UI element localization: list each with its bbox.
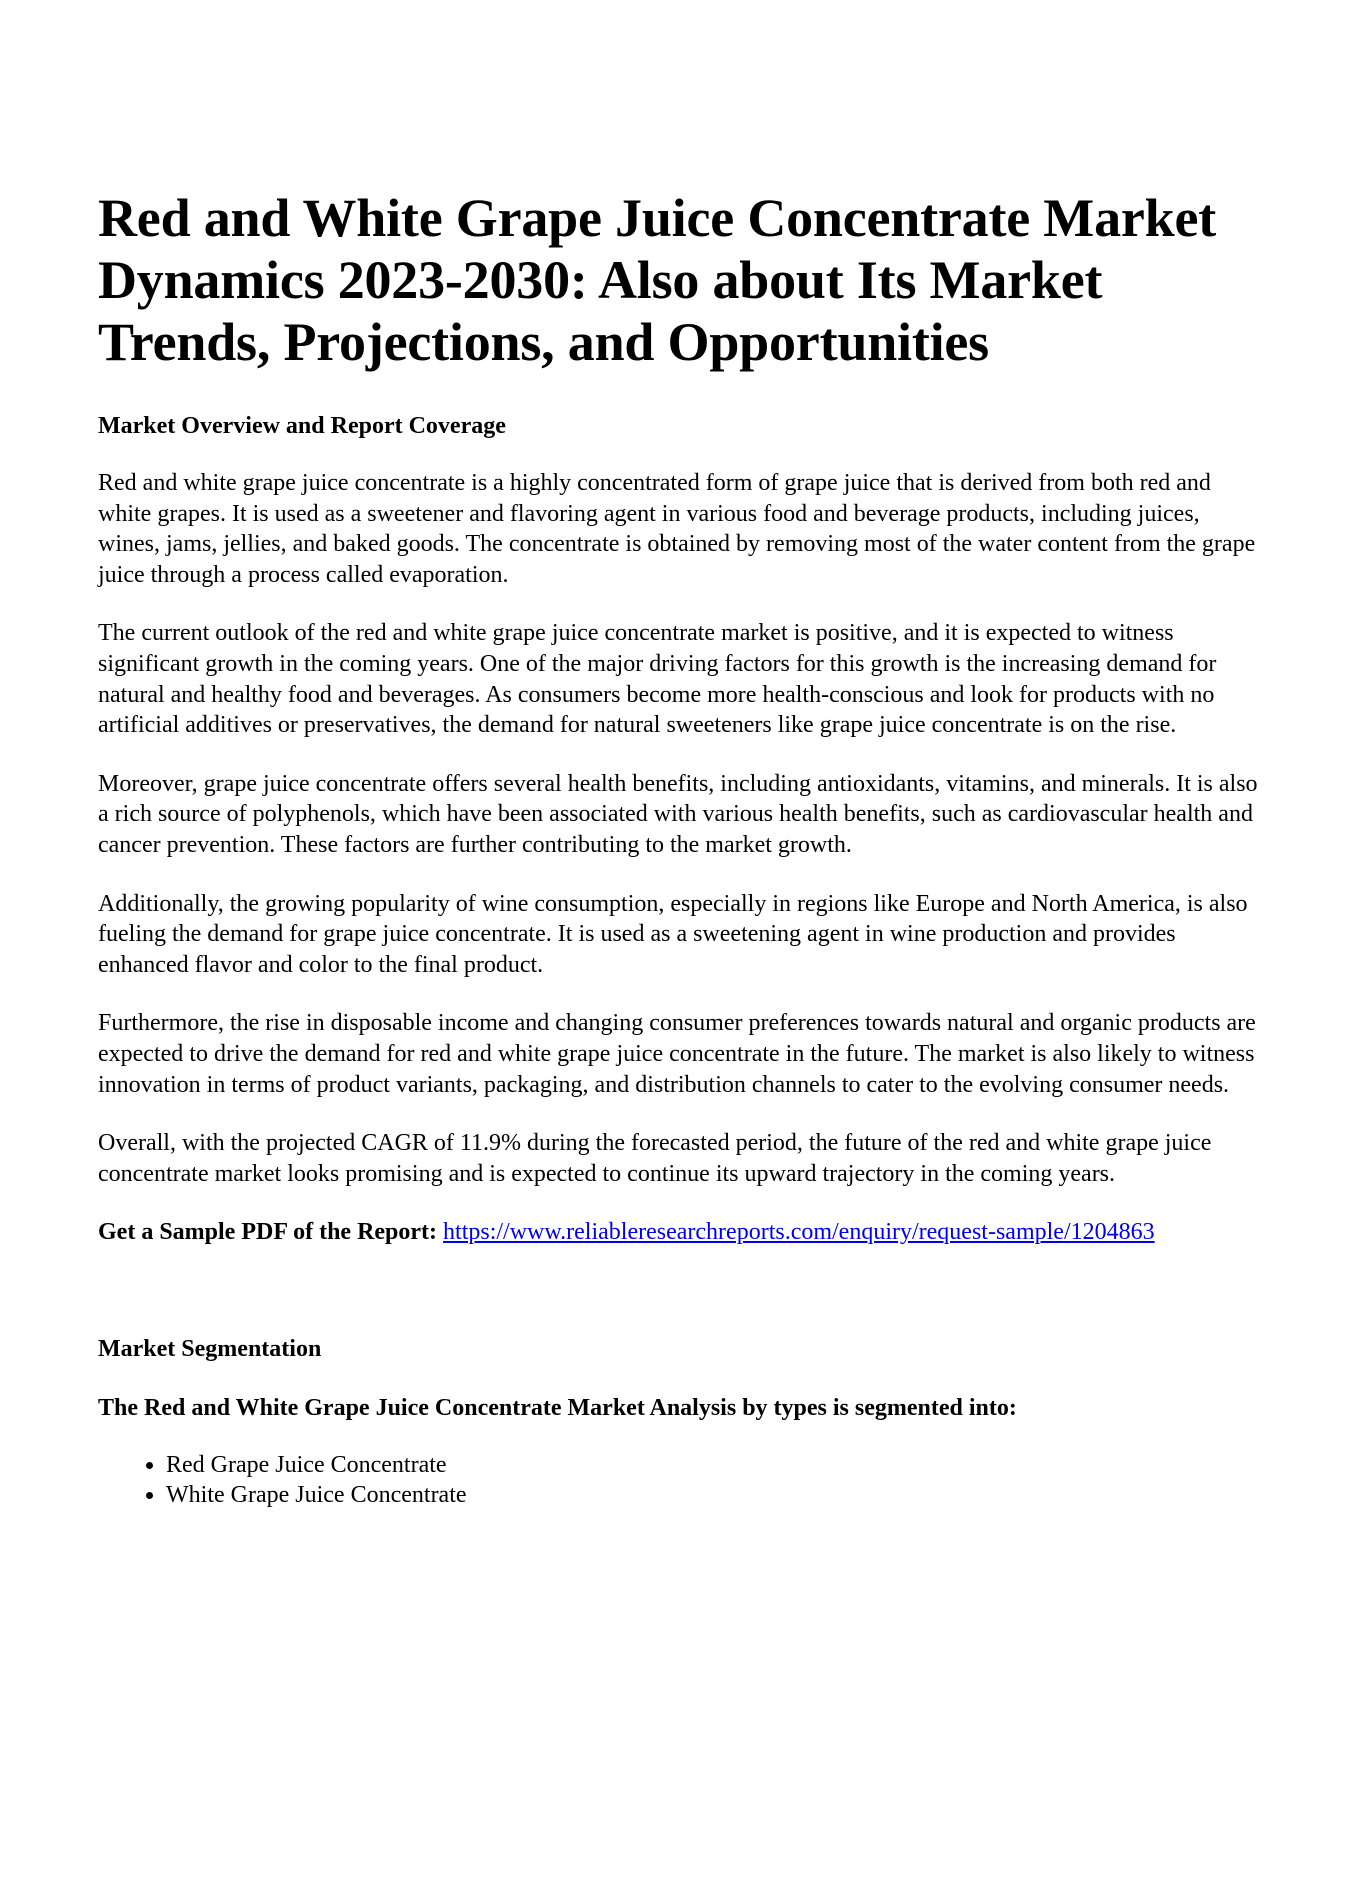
paragraph-health-benefits: Moreover, grape juice concentrate offers several health benefits, including antioxidants, vitamins, and minerals. It is also a rich source of polyphenols, which have been associated with various health benefits, such as cardiovascular health and cancer prevention. These factors are further contributing to the market growth. — [98, 770, 1258, 858]
sample-pdf-link[interactable]: https://www.reliableresearchreports.com/enquiry/request-sample/1204863 — [443, 1219, 1155, 1246]
types-list — [98, 1450, 1262, 1511]
sample-pdf-line — [98, 1217, 1262, 1248]
paragraph-outlook: The current outlook of the red and white grape juice concentrate market is positive, and it is expected to witness significant growth in the coming years. One of the major driving factors for this growth is the increasing demand for natural and healthy food and beverages. As consumers become more health-conscious and look for products with no artificial additives or preservatives, the demand for natural sweeteners like grape juice concentrate is on the rise. — [98, 620, 1217, 739]
segmentation-heading: Market Segmentation — [98, 1335, 322, 1362]
types-heading: The Red and White Grape Juice Concentrate Market Analysis by types is segmented into: — [98, 1394, 1017, 1421]
paragraph-cagr: Overall, with the projected CAGR of 11.9% during the forecasted period, the future of the red and white grape juice concentrate market looks promising and is expected to continue its upward trajectory in the coming years. — [98, 1130, 1212, 1187]
paragraph-wine-consumption: Additionally, the growing popularity of wine consumption, especially in regions like Europe and North America, is also fueling the demand for grape juice concentrate. It is used as a sweetening agent in wine production and provides enhanced flavor and color to the final product. — [98, 890, 1248, 978]
list-item: • White Grape Juice Concentrate — [166, 1480, 1262, 1511]
paragraph-disposable-income: Furthermore, the rise in disposable income and changing consumer preferences towards natural and organic products are expected to drive the demand for red and white grape juice concentrate in the future. The market is also likely to witness innovation in terms of product variants, packaging, and distribution channels to cater to the evolving consumer needs. — [98, 1010, 1256, 1098]
sample-pdf-label: Get a Sample PDF of the Report: — [98, 1219, 438, 1246]
paragraph-definition: Red and white grape juice concentrate is a highly concentrated form of grape juice that is derived from both red and white grapes. It is used as a sweetener and flavoring agent in various food and beverage products, including juices, wines, jams, jellies, and baked goods. The concentrate is obtained by removing most of the water content from the grape juice through a process called evaporation. — [98, 470, 1256, 588]
page-title: Red and White Grape Juice Concentrate Market Dynamics 2023-2030: Also about Its Market Trends, Projections, and Opportunities — [98, 188, 1217, 372]
overview-heading: Market Overview and Report Coverage — [98, 413, 506, 439]
list-item: • Red Grape Juice Concentrate — [166, 1450, 1262, 1481]
